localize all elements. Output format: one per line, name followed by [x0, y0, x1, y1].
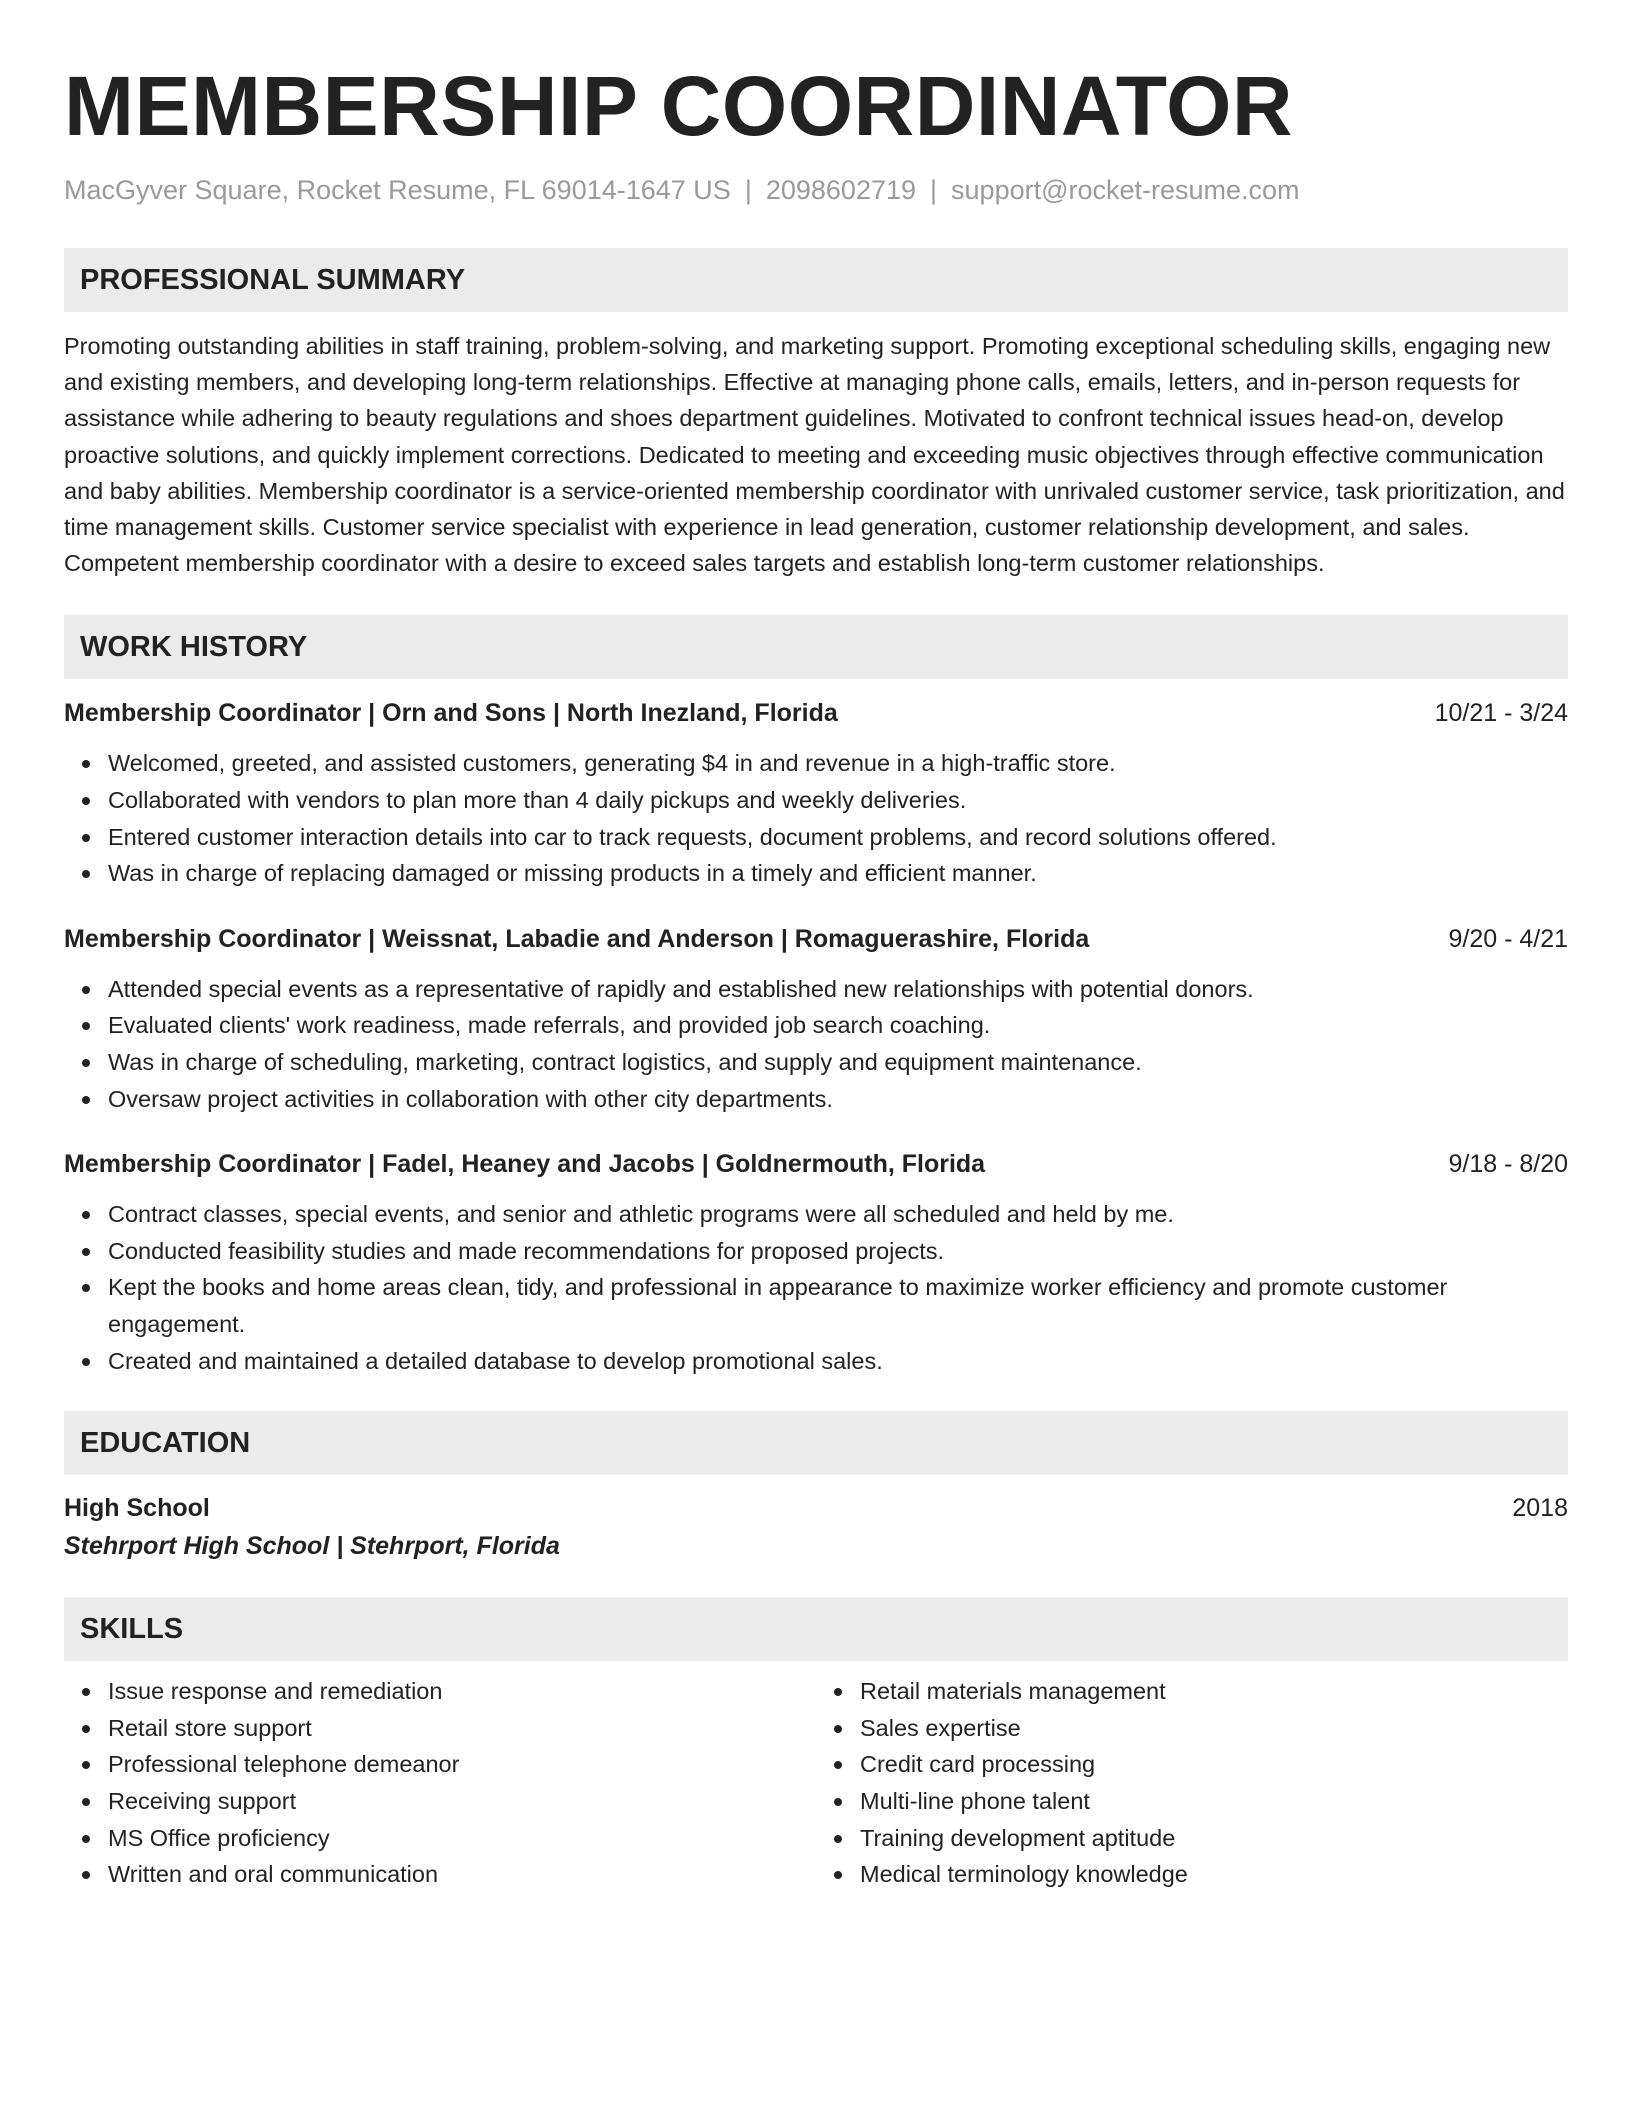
list-item: Written and oral communication: [108, 1856, 816, 1893]
list-item: Kept the books and home areas clean, tidy, and professional in appearance to maximize worker efficiency and promote customer engagement.: [108, 1269, 1568, 1342]
skills-column-right: [816, 1673, 1568, 1893]
section-header-work-history: WORK HISTORY: [64, 615, 1568, 679]
list-item: Multi-line phone talent: [860, 1783, 1568, 1820]
education-year: 2018: [1512, 1494, 1568, 1523]
job-bullets: [64, 971, 1568, 1117]
job-header: [64, 921, 1568, 957]
list-item: Conducted feasibility studies and made recommendations for proposed projects.: [108, 1233, 1568, 1270]
education-entry: [64, 1489, 1568, 1565]
list-item: Evaluated clients' work readiness, made referrals, and provided job search coaching.: [108, 1007, 1568, 1044]
list-item: Welcomed, greeted, and assisted customers, generating $4 in and revenue in a high-traffic store.: [108, 745, 1568, 782]
list-item: Attended special events as a representative of rapidly and established new relationships with potential donors.: [108, 971, 1568, 1008]
list-item: Entered customer interaction details into car to track requests, document problems, and record solutions offered.: [108, 819, 1568, 856]
list-item: Professional telephone demeanor: [108, 1746, 816, 1783]
job-dates: 9/20 - 4/21: [1448, 924, 1568, 953]
contact-address: MacGyver Square, Rocket Resume, FL 69014-1647 US: [64, 175, 731, 205]
education-degree: High School: [64, 1494, 210, 1523]
contact-separator: |: [744, 175, 752, 205]
skills-column-left: [64, 1673, 816, 1893]
list-item: Was in charge of replacing damaged or missing products in a timely and efficient manner.: [108, 855, 1568, 892]
list-item: Sales expertise: [860, 1710, 1568, 1747]
list-item: Oversaw project activities in collaboration with other city departments.: [108, 1081, 1568, 1118]
section-header-summary: PROFESSIONAL SUMMARY: [64, 248, 1568, 312]
list-item: MS Office proficiency: [108, 1820, 816, 1857]
contact-separator: |: [930, 175, 938, 205]
candidate-title: MEMBERSHIP COORDINATOR: [64, 59, 1294, 153]
job-bullets: [64, 745, 1568, 891]
contact-email: support@rocket-resume.com: [951, 175, 1300, 205]
job-dates: 10/21 - 3/24: [1434, 699, 1568, 728]
section-header-education: EDUCATION: [64, 1411, 1568, 1475]
list-item: Collaborated with vendors to plan more than 4 daily pickups and weekly deliveries.: [108, 782, 1568, 819]
list-item: Receiving support: [108, 1783, 816, 1820]
list-item: Issue response and remediation: [108, 1673, 816, 1710]
job-title: Membership Coordinator | Orn and Sons | North Inezland, Florida: [64, 699, 838, 728]
job-entry: [64, 1146, 1568, 1379]
job-entry: [64, 695, 1568, 891]
list-item: Retail store support: [108, 1710, 816, 1747]
contact-phone: 2098602719: [765, 175, 917, 205]
list-item: Contract classes, special events, and senior and athletic programs were all scheduled and held by me.: [108, 1196, 1568, 1233]
job-bullets: [64, 1196, 1568, 1379]
list-item: Medical terminology knowledge: [860, 1856, 1568, 1893]
list-item: Created and maintained a detailed database to develop promotional sales.: [108, 1343, 1568, 1380]
job-header: [64, 695, 1568, 731]
list-item: Credit card processing: [860, 1746, 1568, 1783]
job-header: [64, 1146, 1568, 1182]
section-header-skills: SKILLS: [64, 1597, 1568, 1661]
education-header: [64, 1489, 1568, 1527]
education-school: Stehrport High School | Stehrport, Florida: [64, 1532, 560, 1561]
skills-list: [64, 1661, 1568, 1893]
job-title: Membership Coordinator | Weissnat, Labadie and Anderson | Romaguerashire, Florida: [64, 924, 1090, 953]
resume-page: [64, 58, 1568, 1893]
list-item: Training development aptitude: [860, 1820, 1568, 1857]
list-item: Retail materials management: [860, 1673, 1568, 1710]
job-entry: [64, 921, 1568, 1117]
job-dates: 9/18 - 8/20: [1448, 1150, 1568, 1179]
contact-line: [64, 172, 1568, 208]
list-item: Was in charge of scheduling, marketing, contract logistics, and supply and equipment maintenance.: [108, 1044, 1568, 1081]
summary-text: Promoting outstanding abilities in staff training, problem-solving, and marketing support. Promoting exceptional scheduling skills, engaging new and existing members, and developing long-term relationships. Effective at managing phone calls, emails, letters, and in-person requests for assistance while adhering to beauty regulations and shoes department guidelines. Motivated to confront technical issues head-on, develop proactive solutions, and quickly implement corrections. Dedicated to meeting and exceeding music objectives through effective communication and baby abilities. Membership coordinator is a service-oriented membership coordinator with unrivaled customer service, task prioritization, and time management skills. Customer service specialist with experience in lead generation, customer relationship development, and sales. Competent membership coordinator with a desire to exceed sales targets and establish long-term customer relationships.: [64, 333, 1565, 577]
job-title: Membership Coordinator | Fadel, Heaney and Jacobs | Goldnermouth, Florida: [64, 1150, 986, 1179]
